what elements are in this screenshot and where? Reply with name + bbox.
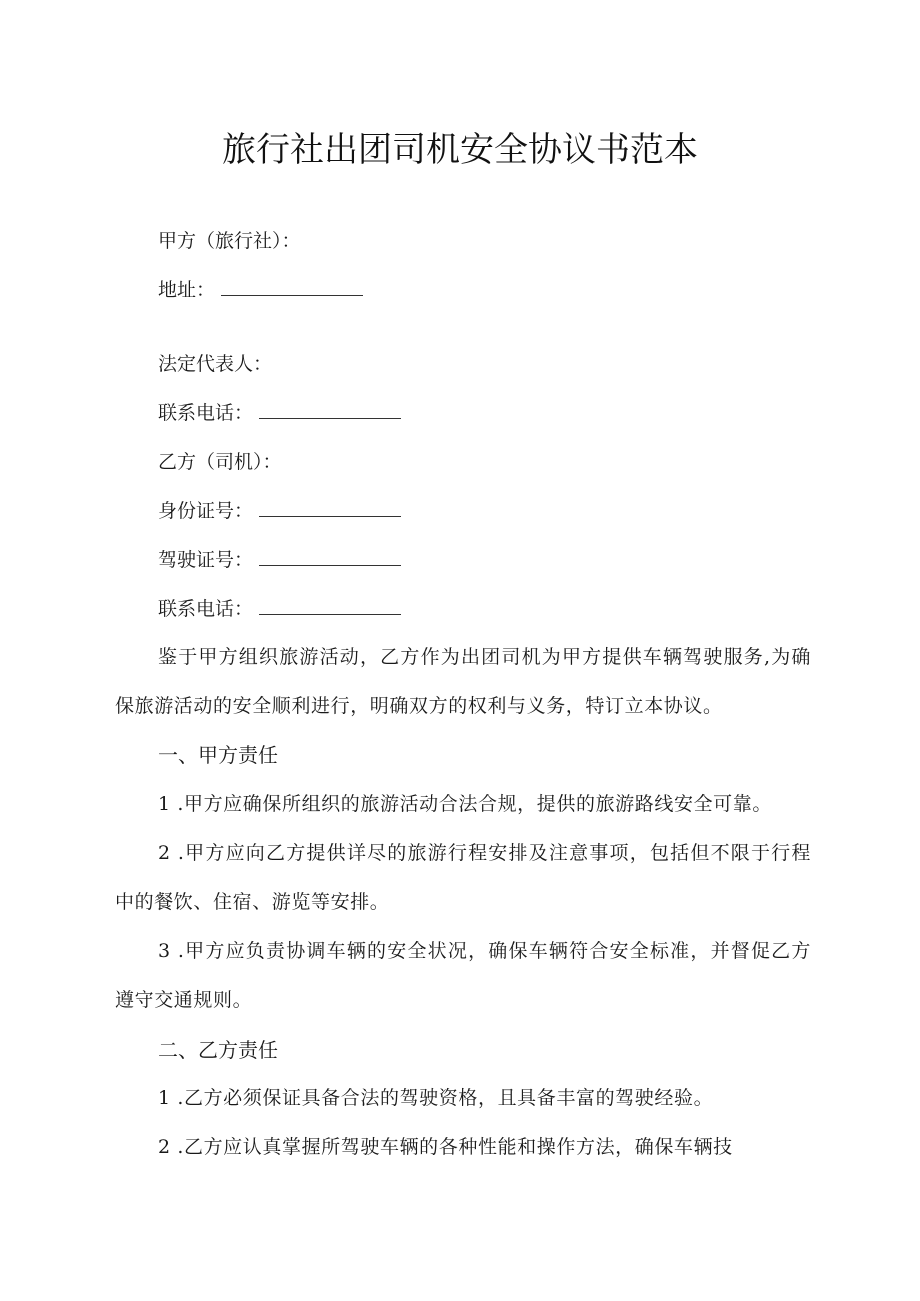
representative-label: 法定代表人： xyxy=(158,353,273,375)
section1-item-2: 2 .甲方应向乙方提供详尽的旅游行程安排及注意事项，包括但不限于行程中的餐饮、住宿、游览等安排。 xyxy=(115,842,811,913)
section1-heading: 一、甲方责任 xyxy=(158,743,278,767)
section2-item-1: 1 .乙方必须保证具备合法的驾驶资格，且具备丰富的驾驶经验。 xyxy=(158,1087,714,1109)
id-blank xyxy=(259,500,401,517)
license-row xyxy=(158,547,401,573)
party-a-phone-label: 联系电话： xyxy=(158,402,254,424)
address-label: 地址： xyxy=(158,279,216,301)
party-a-phone-blank xyxy=(259,402,401,419)
party-b-phone-label: 联系电话： xyxy=(158,598,254,620)
section1-item-1: 1 .甲方应确保所组织的旅游活动合法合规，提供的旅游路线安全可靠。 xyxy=(158,793,772,815)
license-label: 驾驶证号： xyxy=(158,549,254,571)
party-b-phone-blank xyxy=(259,598,401,615)
id-label: 身份证号： xyxy=(158,500,254,522)
party-b-label: 乙方（司机）： xyxy=(158,451,282,473)
section1-item-3: 3 .甲方应负责协调车辆的安全状况，确保车辆符合安全标准，并督促乙方遵守交通规则。 xyxy=(115,940,811,1011)
party-b-phone-row xyxy=(158,596,401,622)
id-row xyxy=(158,498,401,524)
party-a-phone-row xyxy=(158,400,401,426)
address-blank xyxy=(221,279,363,296)
preamble-paragraph: 鉴于甲方组织旅游活动，乙方作为出团司机为甲方提供车辆驾驶服务,为确保旅游活动的安全顺利进行，明确双方的权利与义务，特订立本协议。 xyxy=(115,646,811,717)
party-a-label: 甲方（旅行社）： xyxy=(158,230,301,252)
document-title: 旅行社出团司机安全协议书范本 xyxy=(222,130,698,170)
address-row xyxy=(158,277,363,303)
license-blank xyxy=(259,549,401,566)
section2-heading: 二、乙方责任 xyxy=(158,1038,278,1062)
section2-item-2: 2 .乙方应认真掌握所驾驶车辆的各种性能和操作方法，确保车辆技 xyxy=(158,1136,733,1158)
